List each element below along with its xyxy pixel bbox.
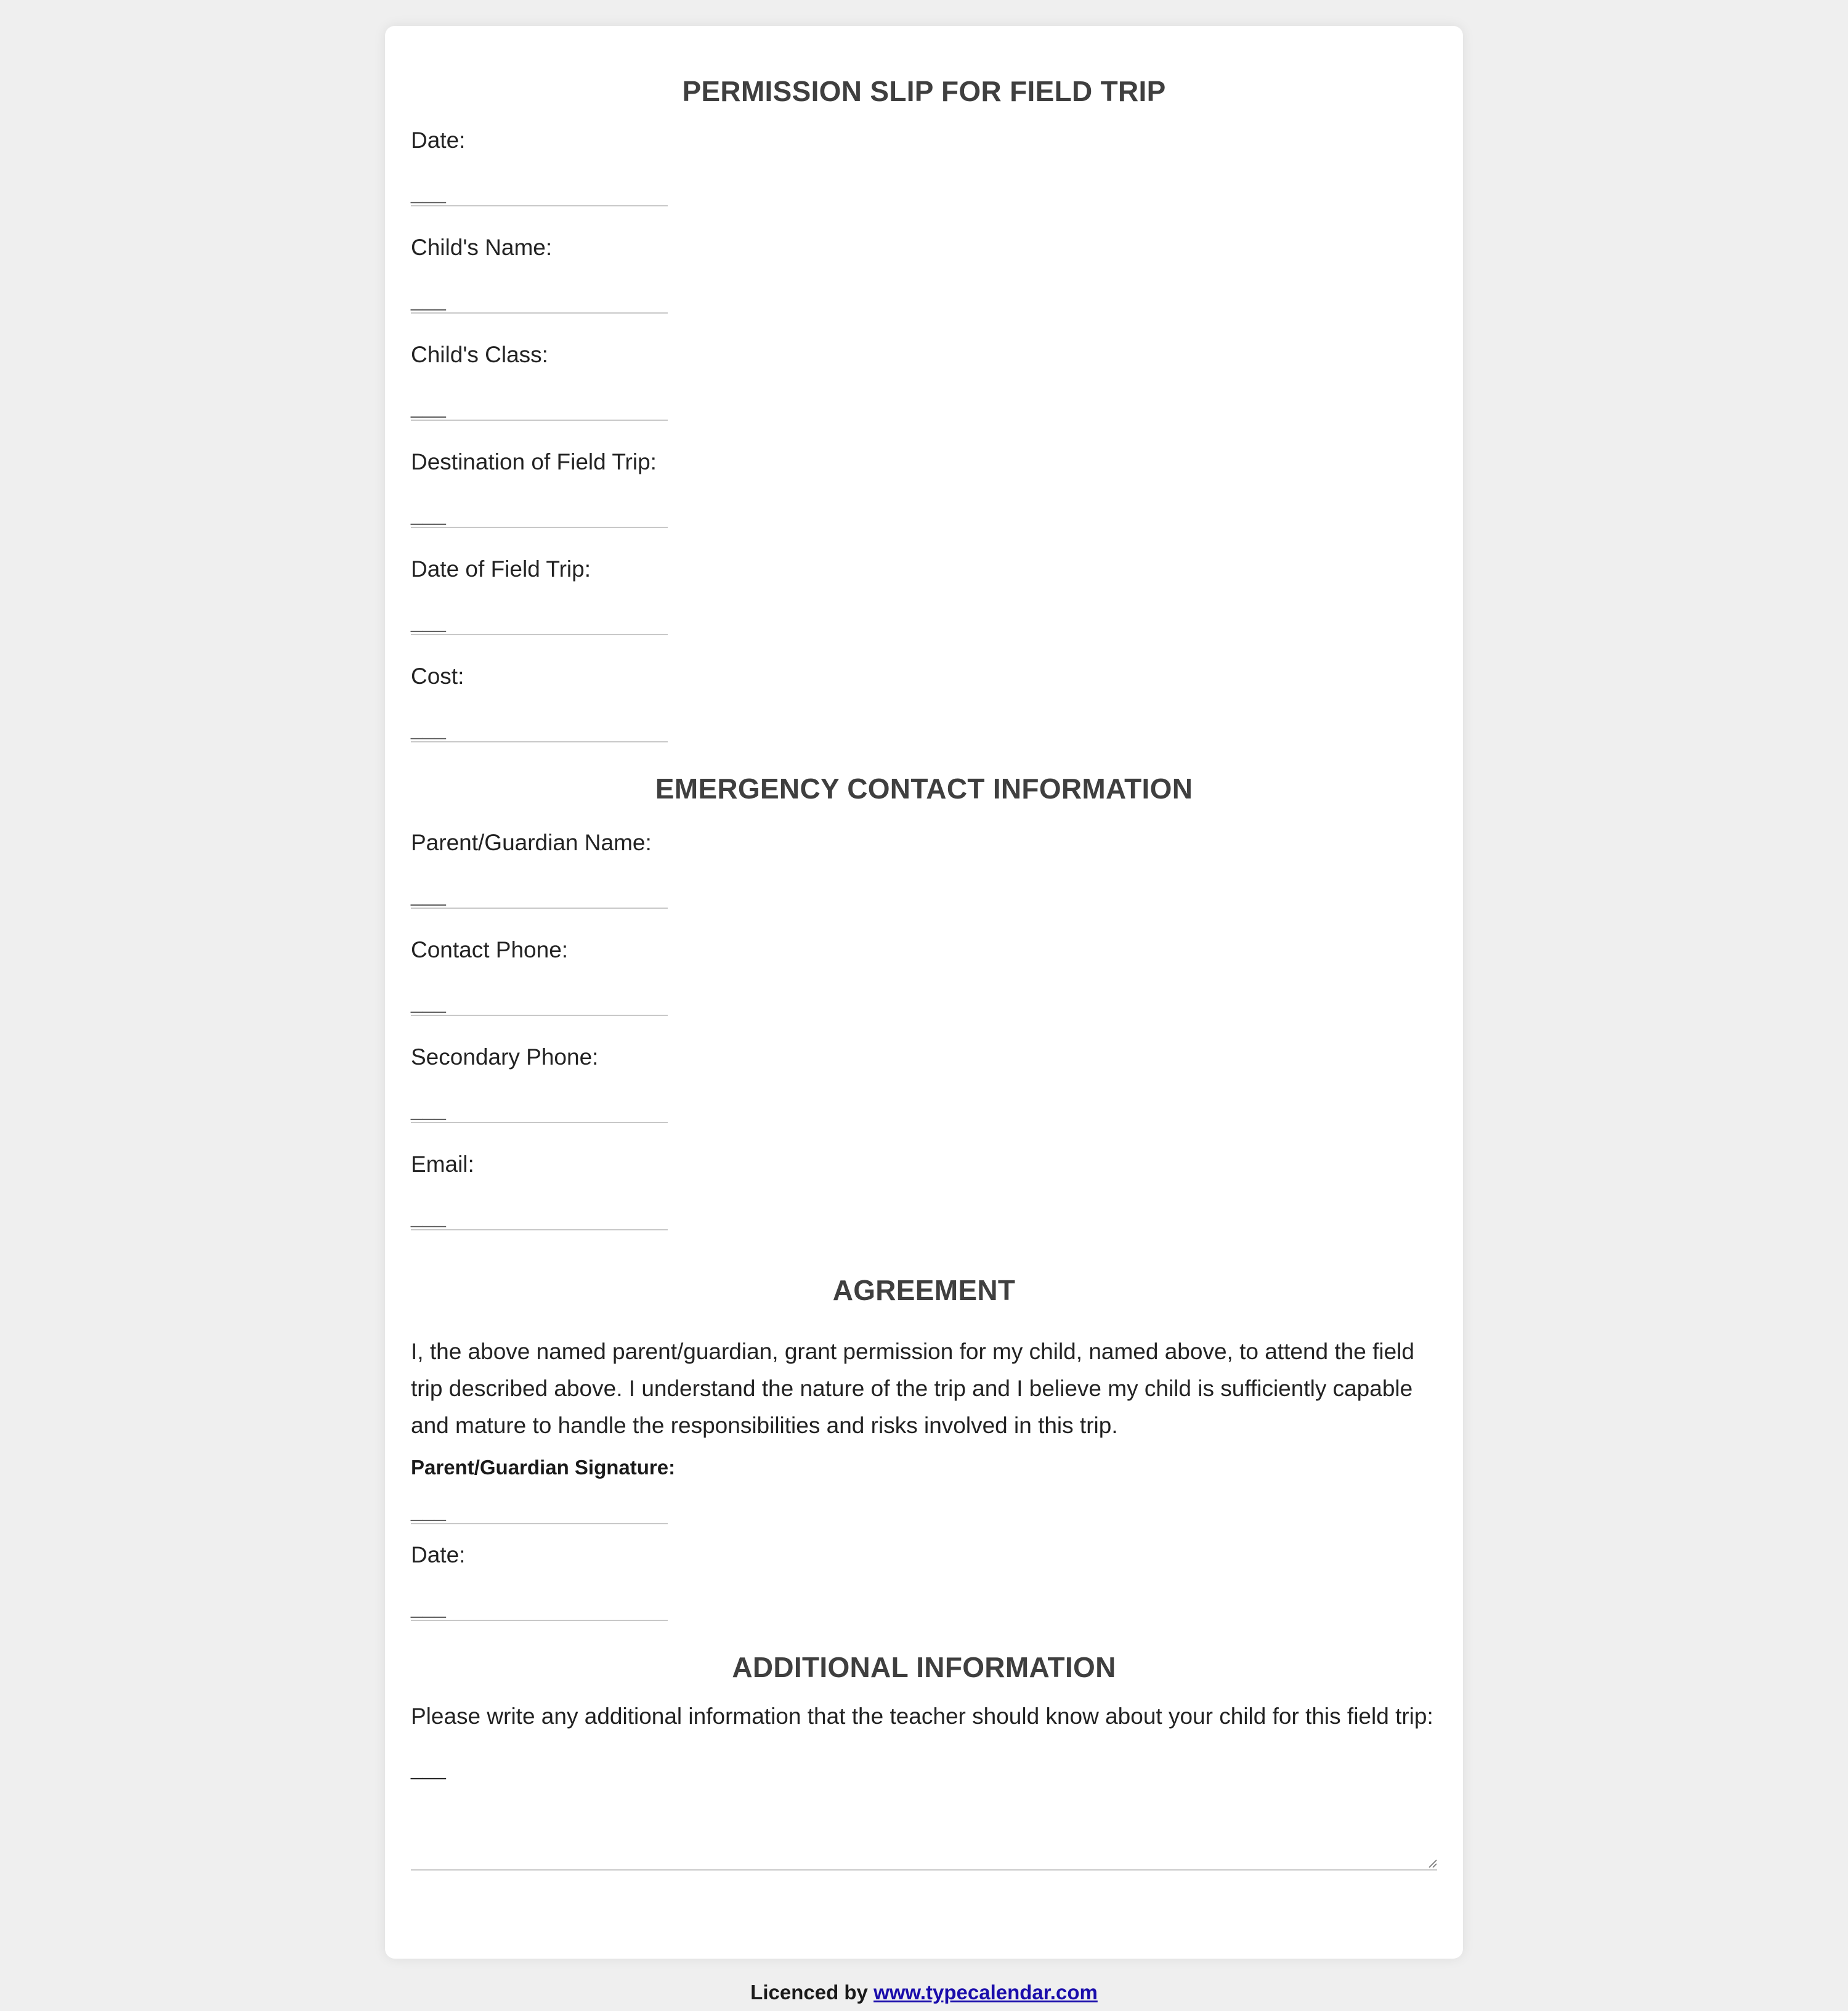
secondary-phone-input-placeholder: ___ [411,1097,446,1121]
secondary-phone-input[interactable] [411,1089,668,1123]
destination-label: Destination of Field Trip: [411,449,657,474]
date-label: Date: [411,128,466,153]
signature-input[interactable] [411,1490,668,1524]
email-label: Email: [411,1152,474,1177]
child-class-input[interactable] [411,387,668,421]
additional-section-title: ADDITIONAL INFORMATION [732,1651,1116,1683]
date-input[interactable] [411,173,668,206]
contact-phone-label: Contact Phone: [411,937,569,962]
permission-slip-card [385,26,1463,1959]
footer-link[interactable]: www.typecalendar.com [873,1981,1098,2004]
guardian-name-label: Parent/Guardian Name: [411,830,652,855]
field-date [411,116,1437,223]
guardian-name-input-placeholder: ___ [411,883,446,906]
destination-input-placeholder: ___ [411,502,446,526]
field-trip-date [411,545,1437,652]
agreement-section-title: AGREEMENT [832,1274,1016,1306]
agreement-text: I, the above named parent/guardian, grant permission for my child, named above, to attend the field trip described above. I understand the nature of the trip and I believe my child is sufficiently capable and mature to handle the responsibilities and risks involved in this trip. [411,1339,1414,1438]
additional-info-text: Please write any additional information that the teacher should know about your child for this field trip: [411,1704,1433,1729]
email-input-placeholder: ___ [411,1205,446,1228]
cost-input-placeholder: ___ [411,717,446,740]
email-input[interactable] [411,1196,668,1230]
page-title: PERMISSION SLIP FOR FIELD TRIP [682,75,1166,107]
additional-info-textarea[interactable] [411,1741,1437,1871]
additional-section-header [411,1638,1437,1697]
child-class-input-placeholder: ___ [411,395,446,418]
field-cost [411,652,1437,759]
field-secondary-phone [411,1033,1437,1140]
signature-block [411,1444,1437,1530]
agreement-section-header [411,1247,1437,1333]
child-name-label: Child's Name: [411,235,553,260]
trip-date-input[interactable] [411,601,668,635]
field-contact-phone [411,925,1437,1033]
field-agreement-date [411,1530,1437,1638]
child-class-label: Child's Class: [411,342,548,367]
field-email [411,1140,1437,1247]
field-child-class [411,330,1437,437]
cost-input[interactable] [411,709,668,742]
guardian-name-input[interactable] [411,875,668,909]
resize-grip-icon[interactable] [1427,1858,1437,1868]
field-destination [411,437,1437,545]
agreement-date-input[interactable] [411,1587,668,1621]
agreement-date-input-placeholder: ___ [411,1595,446,1619]
signature-input-placeholder: ___ [411,1498,446,1522]
trip-date-input-placeholder: ___ [411,609,446,633]
footer-prefix: Licenced by [750,1981,868,2004]
destination-input[interactable] [411,494,668,528]
emergency-section-title: EMERGENCY CONTACT INFORMATION [655,773,1193,805]
trip-date-label: Date of Field Trip: [411,556,591,582]
contact-phone-input[interactable] [411,982,668,1016]
contact-phone-input-placeholder: ___ [411,990,446,1014]
date-input-placeholder: ___ [411,181,446,204]
child-name-input-placeholder: ___ [411,288,446,311]
cost-label: Cost: [411,664,464,689]
signature-label: Parent/Guardian Signature: [411,1456,676,1479]
agreement-date-label: Date: [411,1542,466,1567]
field-child-name [411,223,1437,330]
footer-licence [0,1980,1848,2005]
field-guardian-name [411,818,1437,925]
secondary-phone-label: Secondary Phone: [411,1044,599,1070]
emergency-section-header [411,759,1437,818]
child-name-input[interactable] [411,280,668,314]
additional-info-textarea-placeholder: ___ [411,1757,446,1780]
